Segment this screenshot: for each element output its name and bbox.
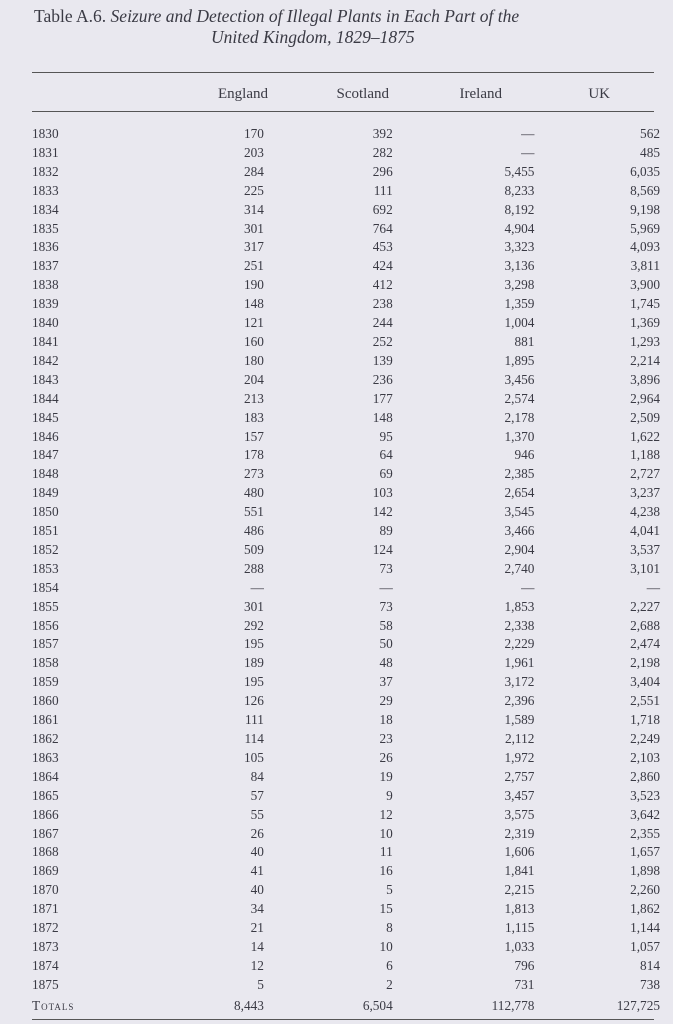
ireland-cell: 3,575 — [504, 806, 535, 822]
year-cell: 1863 — [32, 749, 59, 765]
england-cell: 204 — [244, 371, 264, 387]
table-row — [30, 843, 660, 862]
table-row — [30, 484, 660, 503]
ireland-cell: 2,574 — [504, 390, 535, 406]
column-header-ireland: Ireland — [459, 86, 502, 102]
totals-england: 8,443 — [234, 998, 264, 1013]
scotland-cell: 64 — [379, 447, 393, 463]
england-cell: 84 — [250, 768, 264, 784]
scotland-cell: 9 — [386, 787, 393, 803]
table-row — [30, 862, 660, 881]
england-cell: 486 — [244, 523, 264, 539]
table-body — [30, 125, 660, 995]
uk-cell: 2,260 — [630, 882, 660, 898]
year-cell: 1841 — [32, 333, 59, 349]
england-cell: 292 — [244, 617, 264, 633]
uk-cell: 3,537 — [630, 541, 660, 557]
table-row — [30, 390, 660, 409]
uk-cell: 1,898 — [630, 863, 660, 879]
england-cell: 301 — [244, 220, 264, 236]
scotland-cell: 37 — [379, 674, 393, 690]
scotland-cell: 412 — [372, 277, 393, 293]
table-row — [30, 465, 660, 484]
year-cell: 1838 — [32, 277, 59, 293]
totals-uk: 127,725 — [616, 998, 660, 1013]
year-cell: 1843 — [32, 371, 59, 387]
uk-cell: 2,688 — [630, 617, 660, 633]
year-cell: 1845 — [32, 409, 59, 425]
year-cell: 1859 — [32, 674, 59, 690]
year-cell: 1871 — [32, 901, 59, 917]
england-cell: 160 — [244, 333, 264, 349]
header-rule — [32, 111, 654, 112]
year-cell: 1847 — [32, 447, 59, 463]
england-cell: 183 — [244, 409, 264, 425]
totals-row — [30, 996, 660, 1016]
scotland-cell: 238 — [372, 296, 393, 312]
uk-cell: 2,355 — [630, 825, 660, 841]
year-cell: 1834 — [32, 201, 59, 217]
table-row — [30, 314, 660, 333]
england-cell: 195 — [244, 674, 264, 690]
scotland-cell: 18 — [379, 712, 393, 728]
uk-cell: 3,523 — [630, 787, 660, 803]
table-row — [30, 522, 660, 541]
uk-cell: 814 — [640, 957, 660, 973]
scotland-cell: 244 — [372, 315, 393, 331]
year-cell: 1831 — [32, 144, 59, 160]
year-cell: 1830 — [32, 126, 59, 141]
table-row — [30, 560, 660, 579]
table-row — [30, 503, 660, 522]
uk-cell: 1,718 — [630, 712, 660, 728]
table-row — [30, 409, 660, 428]
england-cell: 41 — [250, 863, 264, 879]
uk-cell: 485 — [640, 144, 660, 160]
uk-cell: 2,103 — [630, 749, 660, 765]
ireland-cell: 1,841 — [504, 863, 535, 879]
table-row — [30, 919, 660, 938]
scotland-cell: 692 — [372, 201, 393, 217]
year-cell: 1864 — [32, 768, 59, 784]
table-row — [30, 182, 660, 201]
table-row — [30, 333, 660, 352]
uk-cell: 5,969 — [630, 220, 660, 236]
scotland-cell: 236 — [372, 371, 393, 387]
uk-cell: 1,745 — [630, 296, 660, 312]
uk-cell: 1,657 — [630, 844, 660, 860]
ireland-cell: 731 — [514, 976, 535, 992]
ireland-cell: 2,178 — [504, 409, 535, 425]
scotland-cell: 10 — [379, 938, 393, 954]
scotland-cell: 19 — [379, 768, 393, 784]
year-cell: 1861 — [32, 712, 59, 728]
england-cell: 203 — [244, 144, 264, 160]
uk-cell: 6,035 — [630, 163, 660, 179]
scotland-cell: 48 — [379, 655, 393, 671]
uk-cell: 9,198 — [630, 201, 660, 217]
year-cell: 1833 — [32, 182, 59, 198]
ireland-cell: 2,740 — [504, 560, 535, 576]
england-cell: 55 — [250, 806, 264, 822]
year-cell: 1849 — [32, 485, 59, 501]
uk-cell: 3,237 — [630, 485, 660, 501]
table-row — [30, 730, 660, 749]
table-row — [30, 711, 660, 730]
scotland-cell: 95 — [379, 428, 393, 444]
ireland-cell: 3,323 — [504, 239, 535, 255]
year-cell: 1858 — [32, 655, 59, 671]
scotland-cell: 12 — [379, 806, 393, 822]
england-cell: 301 — [244, 598, 264, 614]
table-row — [30, 295, 660, 314]
uk-cell: 3,900 — [630, 277, 660, 293]
column-header-scotland: Scotland — [336, 86, 389, 102]
year-cell: 1850 — [32, 504, 59, 520]
table-title: Seizure and Detection of Illegal Plants in Each Part of the — [110, 6, 520, 26]
uk-cell: 3,811 — [630, 258, 660, 274]
uk-cell: 4,238 — [630, 504, 660, 520]
england-cell: 195 — [244, 636, 264, 652]
scotland-cell: 2 — [386, 976, 393, 992]
table-row — [30, 768, 660, 787]
england-cell: 213 — [244, 390, 264, 406]
scotland-cell: 16 — [379, 863, 393, 879]
scotland-cell: 148 — [372, 409, 393, 425]
england-cell: 14 — [250, 938, 264, 954]
year-cell: 1860 — [32, 693, 59, 709]
england-cell: 170 — [244, 126, 264, 141]
ireland-cell: 2,112 — [504, 731, 535, 746]
ireland-cell: 3,136 — [504, 258, 535, 274]
ireland-cell: 1,359 — [504, 296, 535, 312]
table-row — [30, 654, 660, 673]
england-cell: 57 — [250, 787, 264, 803]
table-row — [30, 428, 660, 447]
table-row — [30, 617, 660, 636]
ireland-cell: 3,298 — [504, 277, 535, 293]
ireland-cell: 1,972 — [504, 749, 535, 765]
year-cell: 1835 — [32, 220, 59, 236]
ireland-cell: 2,385 — [504, 466, 535, 482]
year-cell: 1832 — [32, 163, 59, 179]
table-row — [30, 238, 660, 257]
ireland-cell: 3,457 — [504, 787, 535, 803]
scotland-cell: 15 — [379, 901, 393, 917]
ireland-cell: — — [521, 144, 535, 160]
england-cell: 26 — [250, 825, 264, 841]
uk-cell: 4,041 — [630, 523, 660, 539]
uk-cell: 1,622 — [630, 428, 660, 444]
totals-label: Totals — [32, 998, 75, 1013]
england-cell: 105 — [244, 749, 264, 765]
england-cell: 273 — [244, 466, 264, 482]
totals-table — [30, 996, 660, 1016]
table-row — [30, 144, 660, 163]
ireland-cell: 4,904 — [504, 220, 535, 236]
england-cell: 40 — [250, 844, 264, 860]
uk-cell: 3,642 — [630, 806, 660, 822]
england-cell: 317 — [244, 239, 264, 255]
ireland-cell: 2,654 — [504, 485, 535, 501]
uk-cell: 1,293 — [630, 333, 660, 349]
england-cell: 111 — [244, 712, 264, 728]
uk-cell: 2,198 — [630, 655, 660, 671]
year-cell: 1865 — [32, 787, 59, 803]
uk-cell: 1,144 — [630, 920, 660, 936]
ireland-cell: 2,338 — [504, 617, 535, 633]
ireland-cell: 1,853 — [504, 598, 535, 614]
ireland-cell: 1,589 — [504, 712, 535, 728]
ireland-cell: 2,229 — [504, 636, 535, 652]
ireland-cell: 1,033 — [504, 938, 535, 954]
scotland-cell: — — [379, 579, 393, 595]
ireland-cell: 2,904 — [504, 541, 535, 557]
england-cell: 480 — [244, 485, 264, 501]
ireland-cell: 796 — [514, 957, 535, 973]
england-cell: 114 — [244, 731, 264, 746]
ireland-cell: 1,606 — [504, 844, 535, 860]
scotland-cell: 453 — [372, 239, 393, 255]
england-cell: 34 — [250, 901, 264, 917]
england-cell: 225 — [244, 182, 264, 198]
table-row — [30, 201, 660, 220]
ireland-cell: 946 — [514, 447, 535, 463]
england-cell: 157 — [244, 428, 264, 444]
uk-cell: 1,369 — [630, 315, 660, 331]
england-cell: 314 — [244, 201, 264, 217]
england-cell: 180 — [244, 352, 264, 368]
scotland-cell: 10 — [379, 825, 393, 841]
year-cell: 1870 — [32, 882, 59, 898]
year-cell: 1855 — [32, 598, 59, 614]
ireland-cell: 1,961 — [504, 655, 535, 671]
data-table — [30, 125, 660, 995]
ireland-cell: — — [521, 579, 535, 595]
uk-cell: 2,964 — [630, 390, 660, 406]
table-label: Table A.6. — [34, 6, 107, 26]
scotland-cell: 11 — [379, 844, 393, 860]
ireland-cell: 1,813 — [504, 901, 535, 917]
year-cell: 1836 — [32, 239, 59, 255]
uk-cell: — — [646, 579, 660, 595]
uk-cell: 3,101 — [630, 560, 660, 576]
year-cell: 1869 — [32, 863, 59, 879]
table-row — [30, 976, 660, 995]
table-row — [30, 598, 660, 617]
year-cell: 1837 — [32, 258, 59, 274]
ireland-cell: 2,319 — [504, 825, 535, 841]
england-cell: — — [250, 579, 264, 595]
top-rule — [32, 72, 654, 73]
scotland-cell: 764 — [372, 220, 393, 236]
table-row — [30, 163, 660, 182]
ireland-cell: 3,466 — [504, 523, 535, 539]
year-cell: 1854 — [32, 579, 59, 595]
table-row — [30, 352, 660, 371]
year-cell: 1844 — [32, 390, 59, 406]
scotland-cell: 282 — [372, 144, 393, 160]
table-row — [30, 125, 660, 144]
ireland-cell: 2,757 — [504, 768, 535, 784]
year-cell: 1852 — [32, 541, 59, 557]
year-cell: 1840 — [32, 315, 59, 331]
england-cell: 288 — [244, 560, 264, 576]
england-cell: 126 — [244, 693, 264, 709]
year-cell: 1866 — [32, 806, 59, 822]
uk-cell: 2,860 — [630, 768, 660, 784]
year-cell: 1872 — [32, 920, 59, 936]
table-row — [30, 749, 660, 768]
scotland-cell: 139 — [372, 352, 393, 368]
scotland-cell: 142 — [372, 504, 393, 520]
scotland-cell: 111 — [373, 182, 393, 198]
year-cell: 1874 — [32, 957, 59, 973]
uk-cell: 2,227 — [630, 598, 660, 614]
table-row — [30, 579, 660, 598]
column-header-england: England — [218, 86, 268, 102]
england-cell: 40 — [250, 882, 264, 898]
year-cell: 1851 — [32, 523, 59, 539]
scotland-cell: 8 — [386, 920, 393, 936]
ireland-cell: 8,192 — [504, 201, 535, 217]
year-cell: 1868 — [32, 844, 59, 860]
scotland-cell: 26 — [379, 749, 393, 765]
year-cell: 1839 — [32, 296, 59, 312]
uk-cell: 3,404 — [630, 674, 660, 690]
ireland-cell: 3,172 — [504, 674, 535, 690]
scotland-cell: 5 — [386, 882, 393, 898]
uk-cell: 562 — [640, 126, 660, 141]
year-cell: 1873 — [32, 938, 59, 954]
uk-cell: 3,896 — [630, 371, 660, 387]
caption-line-1 — [34, 6, 664, 27]
england-cell: 189 — [244, 655, 264, 671]
table-row — [30, 371, 660, 390]
uk-cell: 738 — [640, 976, 660, 992]
scotland-cell: 50 — [379, 636, 393, 652]
table-row — [30, 257, 660, 276]
scotland-cell: 69 — [379, 466, 393, 482]
table-row — [30, 541, 660, 560]
scotland-cell: 29 — [379, 693, 393, 709]
england-cell: 5 — [257, 976, 264, 992]
table-row — [30, 446, 660, 465]
ireland-cell: — — [521, 126, 535, 141]
scotland-cell: 73 — [379, 560, 393, 576]
totals-ireland: 112,778 — [491, 998, 535, 1013]
ireland-cell: 2,215 — [504, 882, 535, 898]
scotland-cell: 103 — [372, 485, 393, 501]
table-row — [30, 692, 660, 711]
year-cell: 1856 — [32, 617, 59, 633]
scotland-cell: 23 — [379, 731, 393, 746]
table-row — [30, 938, 660, 957]
year-cell: 1857 — [32, 636, 59, 652]
england-cell: 190 — [244, 277, 264, 293]
ireland-cell: 881 — [514, 333, 535, 349]
ireland-cell: 1,004 — [504, 315, 535, 331]
england-cell: 251 — [244, 258, 264, 274]
uk-cell: 2,509 — [630, 409, 660, 425]
scotland-cell: 89 — [379, 523, 393, 539]
year-cell: 1862 — [32, 731, 59, 746]
ireland-cell: 1,895 — [504, 352, 535, 368]
england-cell: 509 — [244, 541, 264, 557]
uk-cell: 2,474 — [630, 636, 660, 652]
scotland-cell: 124 — [372, 541, 393, 557]
scotland-cell: 6 — [386, 957, 393, 973]
uk-cell: 1,188 — [630, 447, 660, 463]
ireland-cell: 2,396 — [504, 693, 535, 709]
bottom-rule — [32, 1019, 654, 1020]
england-cell: 12 — [250, 957, 264, 973]
year-cell: 1853 — [32, 560, 59, 576]
scotland-cell: 73 — [379, 598, 393, 614]
england-cell: 284 — [244, 163, 264, 179]
year-cell: 1848 — [32, 466, 59, 482]
table-row — [30, 900, 660, 919]
uk-cell: 2,727 — [630, 466, 660, 482]
ireland-cell: 8,233 — [504, 182, 535, 198]
table-row — [30, 220, 660, 239]
scotland-cell: 296 — [372, 163, 393, 179]
uk-cell: 1,057 — [630, 938, 660, 954]
year-cell: 1875 — [32, 976, 59, 992]
year-cell: 1842 — [32, 352, 59, 368]
table-row — [30, 673, 660, 692]
table-row — [30, 825, 660, 844]
year-cell: 1867 — [32, 825, 59, 841]
scotland-cell: 177 — [372, 390, 393, 406]
totals-scotland: 6,504 — [362, 998, 393, 1013]
table-row — [30, 276, 660, 295]
ireland-cell: 5,455 — [504, 163, 535, 179]
england-cell: 551 — [244, 504, 264, 520]
uk-cell: 2,214 — [630, 352, 660, 368]
scotland-cell: 424 — [372, 258, 393, 274]
ireland-cell: 3,545 — [504, 504, 535, 520]
table-title-line-2: United Kingdom, 1829–1875 — [211, 27, 415, 47]
uk-cell: 2,551 — [630, 693, 660, 709]
uk-cell: 8,569 — [630, 182, 660, 198]
table-row — [30, 957, 660, 976]
uk-cell: 4,093 — [630, 239, 660, 255]
table-caption — [34, 6, 664, 48]
england-cell: 121 — [244, 315, 264, 331]
scotland-cell: 58 — [379, 617, 393, 633]
uk-cell: 2,249 — [630, 731, 660, 746]
table-row — [30, 881, 660, 900]
table-row — [30, 806, 660, 825]
ireland-cell: 3,456 — [504, 371, 535, 387]
year-cell: 1846 — [32, 428, 59, 444]
england-cell: 178 — [244, 447, 264, 463]
scotland-cell: 252 — [372, 333, 393, 349]
ireland-cell: 1,370 — [504, 428, 535, 444]
column-header-uk: UK — [588, 86, 610, 102]
table-row — [30, 787, 660, 806]
england-cell: 148 — [244, 296, 264, 312]
uk-cell: 1,862 — [630, 901, 660, 917]
table-row — [30, 635, 660, 654]
england-cell: 21 — [250, 920, 264, 936]
scotland-cell: 392 — [372, 126, 393, 141]
ireland-cell: 1,115 — [504, 920, 535, 936]
